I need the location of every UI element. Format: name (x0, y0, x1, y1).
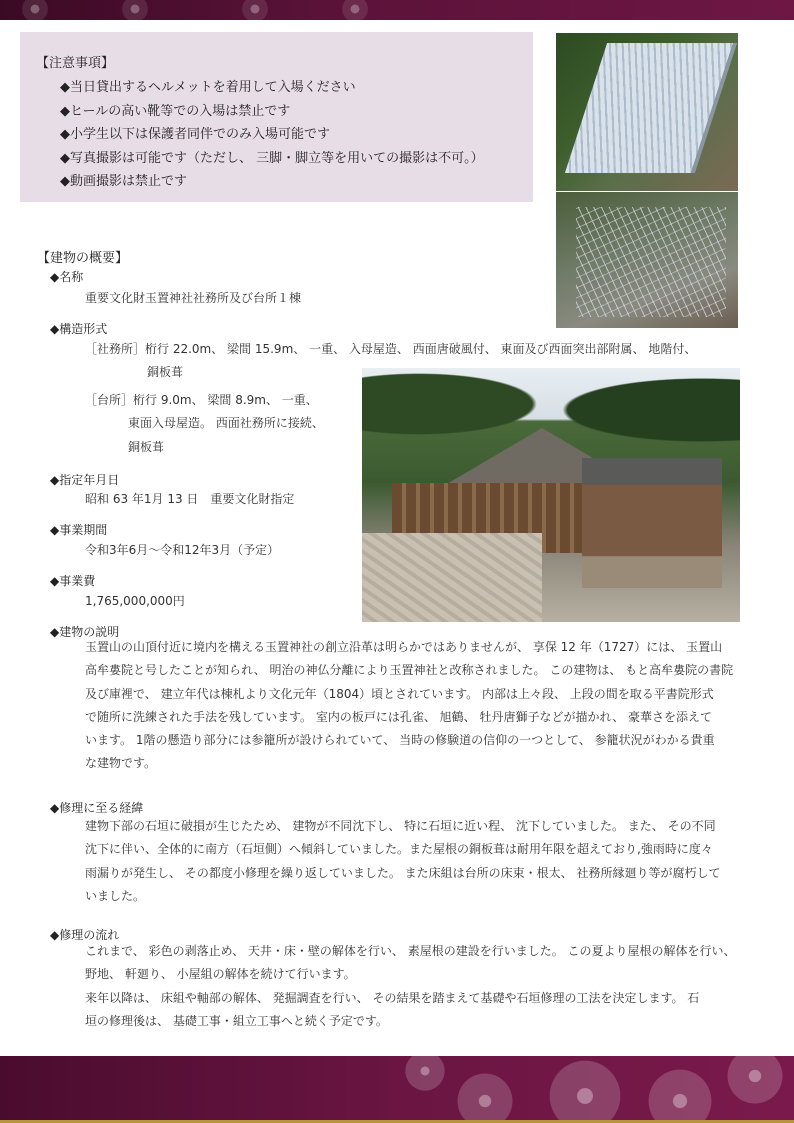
flow-heading: ◆修理の流れ (50, 928, 120, 942)
flower-pattern (400, 1056, 450, 1096)
notice-title: 【注意事項】 (36, 56, 115, 71)
notice-item: ◆小学生以下は保護者同伴でのみ入場可能です (60, 127, 330, 142)
flow-line: これまで、 彩色の剥落止め、 天井・床・壁の解体を行い、 素屋根の建設を行いました。 この夏より屋根の解体を行い、 (85, 944, 736, 958)
description-line: で随所に洗練された手法を残しています。 室内の板戸には孔雀、 旭鶴、 牡丹唐獅子などが描かれ、 豪華さを添えて (85, 709, 713, 724)
flower-pattern (20, 0, 50, 20)
name-value: 重要文化財玉置神社社務所及び台所１棟 (85, 291, 302, 305)
flower-pattern (720, 1056, 790, 1111)
background-heading: ◆修理に至る経緯 (50, 801, 144, 815)
description-line: な建物です。 (85, 756, 157, 771)
steel-frame-structure (576, 207, 726, 317)
protective-roof-aerial-photo (556, 33, 738, 191)
top-decorative-band (0, 0, 794, 20)
background-line: いました。 (85, 888, 146, 903)
description-line: 玉置山の山頂付近に境内を構える玉置神社の創立沿革は明らかではありませんが、 享保 12 年（1727）には、 玉置山 (85, 640, 723, 654)
flower-pattern (540, 1056, 630, 1123)
notice-list (60, 76, 484, 194)
temporary-roof-structure (565, 43, 737, 173)
kitchen-structure-roof: 銅板葺 (128, 440, 165, 454)
kitchen-structure-cont: 東面入母屋造。 西面社務所に接続、 (128, 416, 324, 430)
office-structure-cont: 銅板葺 (147, 365, 184, 379)
flower-pattern (450, 1066, 520, 1123)
shrine-office-building-photo (362, 368, 740, 622)
flower-pattern (120, 0, 150, 20)
notice-item: ◆当日貸出するヘルメットを着用して入場ください (60, 80, 356, 95)
notice-item: ◆ヒールの高い靴等での入場は禁止です (60, 103, 291, 119)
background-line: 建物下部の石垣に破損が生じたため、 建物が不同沈下し、 特に石垣に近い程、 沈下していました。 また、 その不同 (85, 819, 716, 833)
designation-value: 昭和 63 年1月 13 日 重要文化財指定 (85, 492, 295, 506)
flower-pattern (640, 1061, 720, 1123)
annex-building (582, 458, 722, 588)
name-heading: ◆名称 (50, 270, 84, 284)
flow-paragraph (85, 940, 740, 1033)
description-line: います。 1階の懸造り部分には参籠所が設けられていて、 当時の修験道の信仰の一つとして、 参籠状況がわかる貴重 (85, 733, 715, 748)
scaffolding-frame-photo (556, 192, 738, 328)
overview-title: 【建物の概要】 (37, 251, 129, 266)
notice-item: ◆写真撮影は可能です（ただし、 三脚・脚立等を用いての撮影は不可。） (60, 150, 484, 166)
flower-pattern (340, 0, 370, 20)
flow-line: 野地、 軒廻り、 小屋組の解体を続けて行います。 (85, 967, 356, 982)
cost-heading: ◆事業費 (50, 574, 96, 588)
description-paragraph (85, 636, 740, 776)
period-heading: ◆事業期間 (50, 523, 108, 537)
period-value: 令和3年6月～令和12年3月（予定） (85, 543, 280, 557)
background-paragraph (85, 815, 740, 908)
office-structure: ［社務所］桁行 22.0m、 梁間 15.9m、 一重、 入母屋造、 西面唐破風付、 東面及び西面突出部附属、 地階付、 (85, 342, 697, 356)
bottom-decorative-band (0, 1056, 794, 1123)
description-heading: ◆建物の説明 (50, 625, 120, 639)
stone-pavement (362, 533, 542, 622)
notice-item: ◆動画撮影は禁止です (60, 174, 187, 189)
flower-pattern (240, 0, 270, 20)
flow-line: 来年以降は、 床組や軸部の解体、 発掘調査を行い、 その結果を踏まえて基礎や石垣修理の工法を決定します。 石 (85, 990, 700, 1005)
designation-heading: ◆指定年月日 (50, 473, 120, 487)
notice-box (20, 32, 533, 202)
cost-value: 1,765,000,000円 (85, 594, 185, 608)
flow-line: 垣の修理後は、 基礎工事・組立工事へと続く予定です。 (85, 1013, 388, 1028)
description-line: 及び庫裡で、 建立年代は棟札より文化元年（1804）頃とされています。 内部は上々段、 上段の間を取る平書院形式 (85, 686, 714, 701)
structure-heading: ◆構造形式 (50, 322, 108, 336)
background-line: 雨漏りが発生し、 その都度小修理を繰り返していました。 また床組は台所の床束・根太、 社務所縁廻り等が腐朽して (85, 865, 721, 880)
kitchen-structure: ［台所］桁行 9.0m、 梁間 8.9m、 一重、 (85, 393, 318, 407)
description-line: 高牟婁院と号したことが知られ、 明治の神仏分離により玉置神社と改称されました。 この建物は、 もと高牟婁院の書院 (85, 663, 734, 678)
background-line: 沈下に伴い、全体的に南方（石垣側）へ傾斜していました。また屋根の銅板葺は耐用年限を超えており,強雨時に度々 (85, 842, 713, 857)
